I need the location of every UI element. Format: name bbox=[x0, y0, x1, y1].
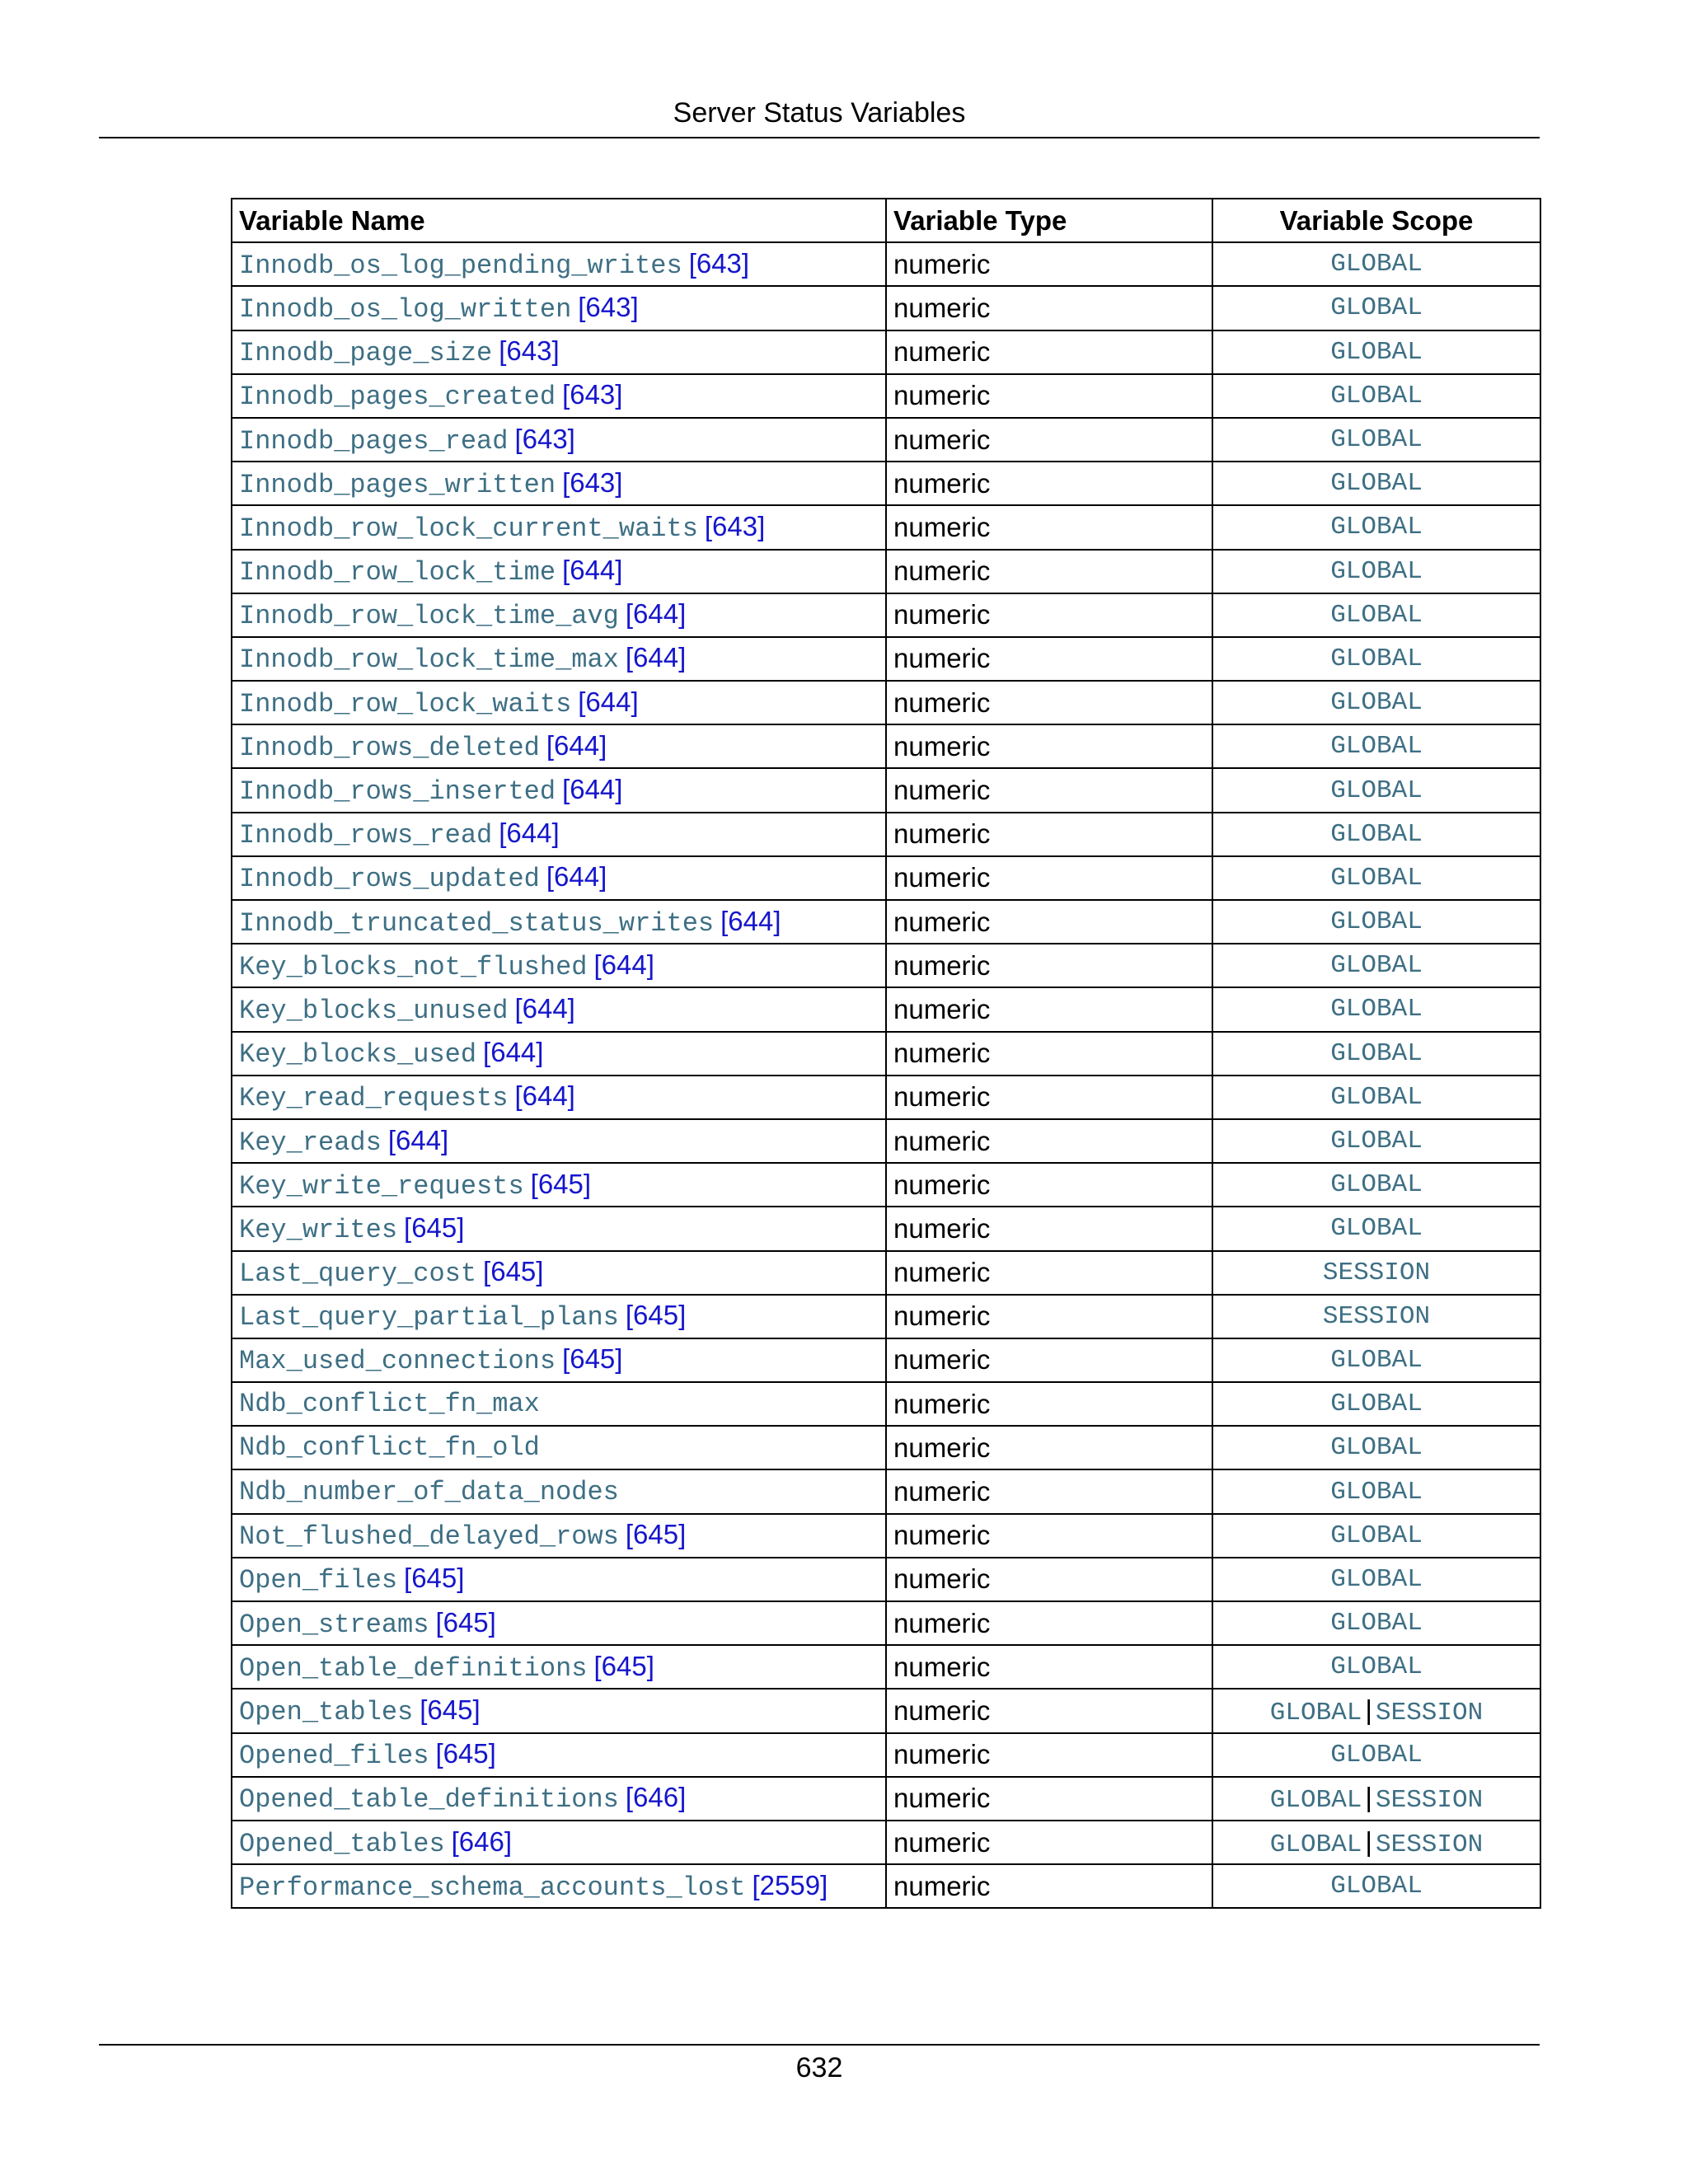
scope-value: GLOBAL bbox=[1330, 1082, 1423, 1112]
page-reference-link[interactable]: [645] bbox=[483, 1256, 544, 1287]
variable-name-link[interactable]: Innodb_pages_read bbox=[239, 425, 509, 457]
variable-name-link[interactable]: Innodb_os_log_written bbox=[239, 293, 572, 325]
scope-value: GLOBAL bbox=[1330, 1214, 1423, 1244]
table-row bbox=[232, 724, 1540, 768]
variable-name-cell bbox=[232, 1558, 886, 1601]
page-reference-link[interactable]: [644] bbox=[499, 818, 560, 849]
variable-name-cell bbox=[232, 1032, 886, 1076]
table-row bbox=[232, 944, 1540, 987]
variable-scope-cell bbox=[1212, 593, 1540, 637]
variable-type-cell: numeric bbox=[886, 1251, 1212, 1295]
scope-separator: | bbox=[1365, 1825, 1372, 1857]
variable-type-cell: numeric bbox=[886, 1338, 1212, 1382]
table-row bbox=[232, 1821, 1540, 1864]
variable-name-cell bbox=[232, 1821, 886, 1864]
variable-type-cell: numeric bbox=[886, 1119, 1212, 1163]
scope-value: GLOBAL bbox=[1330, 1609, 1423, 1638]
variable-name-link[interactable]: Innodb_row_lock_waits bbox=[239, 688, 572, 719]
scope-value: GLOBAL bbox=[1330, 1433, 1423, 1463]
variable-type-cell: numeric bbox=[886, 900, 1212, 944]
page-reference-link[interactable]: [645] bbox=[435, 1738, 496, 1769]
table-row bbox=[232, 330, 1540, 374]
scope-value: GLOBAL bbox=[1330, 1127, 1423, 1156]
variable-name-cell bbox=[232, 1119, 886, 1163]
variable-scope-cell bbox=[1212, 724, 1540, 768]
variable-name-link[interactable]: Opened_files bbox=[239, 1741, 429, 1772]
variable-type-cell: numeric bbox=[886, 768, 1212, 812]
table-row bbox=[232, 1733, 1540, 1777]
scope-value: GLOBAL bbox=[1330, 1521, 1423, 1550]
variable-name-cell bbox=[232, 593, 886, 637]
scope-value: GLOBAL bbox=[1330, 644, 1423, 673]
variable-type-cell: numeric bbox=[886, 550, 1212, 593]
scope-value: GLOBAL bbox=[1330, 250, 1423, 279]
variable-scope-cell bbox=[1212, 1514, 1540, 1558]
variable-type-cell: numeric bbox=[886, 418, 1212, 462]
variable-name-cell bbox=[232, 1601, 886, 1645]
page-reference-link[interactable]: [643] bbox=[578, 291, 639, 322]
variable-scope-cell bbox=[1212, 1733, 1540, 1777]
variable-name-link[interactable]: Innodb_rows_inserted bbox=[239, 776, 556, 808]
scope-value: GLOBAL bbox=[1330, 995, 1423, 1024]
variable-name-cell bbox=[232, 1733, 886, 1777]
page-reference-link[interactable]: [646] bbox=[625, 1782, 687, 1813]
scope-value: SESSION bbox=[1375, 1698, 1484, 1727]
variable-name-cell bbox=[232, 286, 886, 330]
page-reference-link[interactable]: [2559] bbox=[752, 1869, 828, 1900]
table-row bbox=[232, 418, 1540, 462]
table-row bbox=[232, 1514, 1540, 1558]
variable-name-link[interactable]: Opened_tables bbox=[239, 1828, 445, 1859]
variable-scope-cell bbox=[1212, 1338, 1540, 1382]
variable-scope-cell bbox=[1212, 1558, 1540, 1601]
variable-name-cell bbox=[232, 987, 886, 1031]
table-row bbox=[232, 1645, 1540, 1689]
variable-name-cell bbox=[232, 681, 886, 724]
variable-name-cell bbox=[232, 330, 886, 374]
variable-type-cell: numeric bbox=[886, 1032, 1212, 1076]
variable-name-link[interactable]: Ndb_number_of_data_nodes bbox=[239, 1476, 619, 1507]
table-row bbox=[232, 1601, 1540, 1645]
variable-name-link[interactable]: Key_blocks_not_flushed bbox=[239, 951, 588, 982]
variable-name-link[interactable]: Innodb_truncated_status_writes bbox=[239, 907, 715, 939]
table-row bbox=[232, 505, 1540, 549]
variable-name-cell bbox=[232, 1426, 886, 1469]
scope-separator: | bbox=[1365, 1694, 1372, 1725]
scope-value: SESSION bbox=[1322, 1301, 1431, 1331]
variable-scope-cell bbox=[1212, 768, 1540, 812]
page-reference-link[interactable]: [644] bbox=[546, 729, 607, 761]
variable-name-cell bbox=[232, 856, 886, 900]
variable-scope-cell bbox=[1212, 550, 1540, 593]
variable-name-link[interactable]: Innodb_rows_updated bbox=[239, 864, 540, 895]
variable-scope-cell bbox=[1212, 987, 1540, 1031]
variable-name-link[interactable]: Innodb_pages_written bbox=[239, 469, 556, 500]
scope-value: GLOBAL bbox=[1330, 907, 1423, 937]
variable-name-cell bbox=[232, 418, 886, 462]
variable-name-cell bbox=[232, 1514, 886, 1558]
variable-type-cell: numeric bbox=[886, 593, 1212, 637]
page-reference-link[interactable]: [644] bbox=[387, 1124, 449, 1155]
table-row bbox=[232, 1864, 1540, 1908]
scope-value: GLOBAL bbox=[1269, 1830, 1362, 1859]
variable-scope-cell bbox=[1212, 1382, 1540, 1426]
scope-value: GLOBAL bbox=[1330, 513, 1423, 542]
page-reference-link[interactable]: [643] bbox=[499, 335, 560, 367]
variable-type-cell: numeric bbox=[886, 1207, 1212, 1250]
variable-name-cell bbox=[232, 1163, 886, 1207]
page-reference-link[interactable]: [644] bbox=[483, 1037, 544, 1068]
variable-name-link[interactable]: Open_files bbox=[239, 1565, 398, 1596]
variable-scope-cell bbox=[1212, 1645, 1540, 1689]
variable-type-cell: numeric bbox=[886, 1689, 1212, 1732]
variable-name-cell bbox=[232, 462, 886, 505]
variable-name-cell bbox=[232, 900, 886, 944]
variable-name-cell bbox=[232, 505, 886, 549]
variable-type-cell: numeric bbox=[886, 987, 1212, 1031]
scope-value: GLOBAL bbox=[1330, 600, 1423, 630]
variable-name-cell bbox=[232, 242, 886, 286]
variable-type-cell: numeric bbox=[886, 1645, 1212, 1689]
column-header-variable-scope: Variable Scope bbox=[1212, 199, 1540, 242]
variable-scope-cell bbox=[1212, 462, 1540, 505]
page-reference-link[interactable]: [644] bbox=[514, 1080, 575, 1112]
variable-scope-cell bbox=[1212, 1295, 1540, 1338]
variable-scope-cell bbox=[1212, 1119, 1540, 1163]
table-header-row bbox=[232, 199, 1540, 242]
scope-value: GLOBAL bbox=[1330, 469, 1423, 499]
variable-name-link[interactable]: Innodb_os_log_pending_writes bbox=[239, 250, 682, 281]
page-reference-link[interactable]: [645] bbox=[562, 1343, 623, 1375]
table-row bbox=[232, 637, 1540, 681]
page-reference-link[interactable]: [644] bbox=[578, 686, 639, 717]
variable-scope-cell bbox=[1212, 1821, 1540, 1864]
variable-name-link[interactable]: Innodb_page_size bbox=[239, 338, 493, 369]
variable-type-cell: numeric bbox=[886, 681, 1212, 724]
page-reference-link[interactable]: [645] bbox=[593, 1650, 654, 1681]
variable-name-link[interactable]: Open_table_definitions bbox=[239, 1652, 588, 1684]
variable-name-link[interactable]: Innodb_pages_created bbox=[239, 382, 556, 413]
variable-name-cell bbox=[232, 550, 886, 593]
variable-type-cell: numeric bbox=[886, 724, 1212, 768]
scope-value: GLOBAL bbox=[1330, 1170, 1423, 1200]
variable-type-cell: numeric bbox=[886, 1163, 1212, 1207]
scope-value: SESSION bbox=[1375, 1786, 1484, 1816]
page-reference-link[interactable]: [644] bbox=[562, 774, 623, 805]
variable-scope-cell bbox=[1212, 1076, 1540, 1119]
table-row bbox=[232, 1076, 1540, 1119]
variable-type-cell: numeric bbox=[886, 813, 1212, 856]
scope-value: GLOBAL bbox=[1330, 1038, 1423, 1068]
status-variables-table bbox=[231, 198, 1541, 1909]
variable-type-cell: numeric bbox=[886, 374, 1212, 418]
scope-value: GLOBAL bbox=[1269, 1698, 1362, 1727]
variable-type-cell: numeric bbox=[886, 1777, 1212, 1821]
variable-name-cell bbox=[232, 1864, 886, 1908]
variable-scope-cell bbox=[1212, 944, 1540, 987]
variable-name-link[interactable]: Not_flushed_delayed_rows bbox=[239, 1521, 619, 1553]
variable-name-link[interactable]: Key_writes bbox=[239, 1214, 398, 1245]
table-row bbox=[232, 1338, 1540, 1382]
variable-type-cell: numeric bbox=[886, 1426, 1212, 1469]
variable-name-link[interactable]: Key_write_requests bbox=[239, 1170, 524, 1202]
variable-scope-cell bbox=[1212, 1207, 1540, 1250]
page-reference-link[interactable]: [643] bbox=[514, 423, 575, 454]
variable-name-cell bbox=[232, 724, 886, 768]
variable-name-link[interactable]: Open_tables bbox=[239, 1696, 414, 1727]
page-reference-link[interactable]: [644] bbox=[720, 905, 781, 936]
variable-name-link[interactable]: Innodb_rows_read bbox=[239, 820, 493, 851]
scope-value: SESSION bbox=[1375, 1830, 1484, 1859]
column-header-variable-type: Variable Type bbox=[886, 199, 1212, 242]
column-header-variable-name: Variable Name bbox=[232, 199, 886, 242]
variable-name-link[interactable]: Key_blocks_unused bbox=[239, 995, 509, 1026]
table-row bbox=[232, 1032, 1540, 1076]
scope-value: GLOBAL bbox=[1330, 293, 1423, 323]
table-row bbox=[232, 550, 1540, 593]
variable-scope-cell bbox=[1212, 374, 1540, 418]
page-reference-link[interactable]: [644] bbox=[593, 949, 654, 980]
variable-scope-cell bbox=[1212, 1251, 1540, 1295]
variable-scope-cell bbox=[1212, 1426, 1540, 1469]
variable-name-cell bbox=[232, 768, 886, 812]
table-row bbox=[232, 1382, 1540, 1426]
page-reference-link[interactable]: [643] bbox=[562, 466, 623, 498]
variable-type-cell: numeric bbox=[886, 1821, 1212, 1864]
variable-scope-cell bbox=[1212, 330, 1540, 374]
table-row bbox=[232, 1295, 1540, 1338]
variable-type-cell: numeric bbox=[886, 286, 1212, 330]
variable-name-cell bbox=[232, 1382, 886, 1426]
variable-type-cell: numeric bbox=[886, 1382, 1212, 1426]
page-reference-link[interactable]: [644] bbox=[625, 642, 687, 673]
variable-scope-cell bbox=[1212, 1163, 1540, 1207]
page-reference-link[interactable]: [645] bbox=[530, 1168, 592, 1199]
variable-type-cell: numeric bbox=[886, 505, 1212, 549]
variable-scope-cell bbox=[1212, 286, 1540, 330]
page-reference-link[interactable]: [645] bbox=[625, 1300, 687, 1331]
variable-name-link[interactable]: Ndb_conflict_fn_old bbox=[239, 1432, 540, 1464]
variable-name-cell bbox=[232, 1076, 886, 1119]
variable-scope-cell bbox=[1212, 1777, 1540, 1821]
variable-type-cell: numeric bbox=[886, 1601, 1212, 1645]
variable-name-link[interactable]: Innodb_row_lock_time_max bbox=[239, 644, 619, 676]
variable-scope-cell bbox=[1212, 1469, 1540, 1513]
variable-scope-cell bbox=[1212, 505, 1540, 549]
page-reference-link[interactable]: [645] bbox=[435, 1606, 496, 1638]
scope-value: GLOBAL bbox=[1330, 1390, 1423, 1419]
variable-name-cell bbox=[232, 374, 886, 418]
variable-name-cell bbox=[232, 1777, 886, 1821]
table-row bbox=[232, 1558, 1540, 1601]
variable-scope-cell bbox=[1212, 1689, 1540, 1732]
variable-scope-cell bbox=[1212, 1601, 1540, 1645]
variable-type-cell: numeric bbox=[886, 1733, 1212, 1777]
table-row bbox=[232, 374, 1540, 418]
table-row bbox=[232, 1119, 1540, 1163]
variable-scope-cell bbox=[1212, 637, 1540, 681]
variable-type-cell: numeric bbox=[886, 1864, 1212, 1908]
scope-value: GLOBAL bbox=[1330, 951, 1423, 981]
scope-value: GLOBAL bbox=[1330, 1872, 1423, 1901]
scope-value: GLOBAL bbox=[1330, 688, 1423, 718]
variable-name-link[interactable]: Ndb_conflict_fn_max bbox=[239, 1389, 540, 1420]
variable-name-cell bbox=[232, 1689, 886, 1732]
table-row bbox=[232, 1469, 1540, 1513]
variable-type-cell: numeric bbox=[886, 944, 1212, 987]
variable-scope-cell bbox=[1212, 242, 1540, 286]
table-row bbox=[232, 987, 1540, 1031]
page-reference-link[interactable]: [643] bbox=[562, 379, 623, 410]
variable-name-link[interactable]: Performance_schema_accounts_lost bbox=[239, 1872, 746, 1903]
footer-divider bbox=[99, 2044, 1540, 2046]
table-row bbox=[232, 813, 1540, 856]
scope-value: SESSION bbox=[1322, 1258, 1431, 1287]
variable-type-cell: numeric bbox=[886, 637, 1212, 681]
variable-name-cell bbox=[232, 1469, 886, 1513]
scope-value: GLOBAL bbox=[1330, 1345, 1423, 1375]
variable-name-link[interactable]: Key_read_requests bbox=[239, 1083, 509, 1114]
page-reference-link[interactable]: [645] bbox=[420, 1694, 481, 1725]
variable-name-cell bbox=[232, 1251, 886, 1295]
variable-name-cell bbox=[232, 813, 886, 856]
variable-name-cell bbox=[232, 1295, 886, 1338]
scope-value: GLOBAL bbox=[1330, 1740, 1423, 1769]
scope-value: GLOBAL bbox=[1330, 863, 1423, 893]
table-row bbox=[232, 1163, 1540, 1207]
variable-name-cell bbox=[232, 1207, 886, 1250]
scope-value: GLOBAL bbox=[1269, 1786, 1362, 1816]
table-row bbox=[232, 856, 1540, 900]
table-row bbox=[232, 1251, 1540, 1295]
table-row bbox=[232, 768, 1540, 812]
table-row bbox=[232, 900, 1540, 944]
variable-type-cell: numeric bbox=[886, 1558, 1212, 1601]
scope-separator: | bbox=[1365, 1782, 1372, 1813]
variable-scope-cell bbox=[1212, 1032, 1540, 1076]
table-row bbox=[232, 1689, 1540, 1732]
scope-value: GLOBAL bbox=[1330, 1652, 1423, 1682]
scope-value: GLOBAL bbox=[1330, 819, 1423, 849]
page-reference-link[interactable]: [644] bbox=[514, 992, 575, 1024]
variable-name-link[interactable]: Innodb_row_lock_current_waits bbox=[239, 513, 698, 544]
variable-name-cell bbox=[232, 1338, 886, 1382]
variable-type-cell: numeric bbox=[886, 1076, 1212, 1119]
variable-name-cell bbox=[232, 944, 886, 987]
variable-type-cell: numeric bbox=[886, 330, 1212, 374]
variable-name-link[interactable]: Open_streams bbox=[239, 1609, 429, 1640]
scope-value: GLOBAL bbox=[1330, 556, 1423, 586]
variable-name-link[interactable]: Innodb_row_lock_time bbox=[239, 557, 556, 588]
variable-type-cell: numeric bbox=[886, 462, 1212, 505]
variable-name-link[interactable]: Last_query_cost bbox=[239, 1258, 477, 1290]
scope-value: GLOBAL bbox=[1330, 732, 1423, 762]
scope-value: GLOBAL bbox=[1330, 1564, 1423, 1594]
variable-scope-cell bbox=[1212, 681, 1540, 724]
variable-scope-cell bbox=[1212, 418, 1540, 462]
page-reference-link[interactable]: [645] bbox=[625, 1519, 687, 1550]
scope-value: GLOBAL bbox=[1330, 776, 1423, 805]
page-header-title: Server Status Variables bbox=[673, 97, 966, 129]
table-row bbox=[232, 1426, 1540, 1469]
variable-type-cell: numeric bbox=[886, 1469, 1212, 1513]
variable-name-link[interactable]: Innodb_rows_deleted bbox=[239, 732, 540, 763]
scope-value: GLOBAL bbox=[1330, 1477, 1423, 1507]
header-divider bbox=[99, 137, 1540, 138]
page-reference-link[interactable]: [643] bbox=[688, 247, 750, 279]
variable-name-link[interactable]: Key_reads bbox=[239, 1127, 382, 1158]
page-reference-link[interactable]: [645] bbox=[404, 1563, 465, 1594]
table-row bbox=[232, 681, 1540, 724]
variable-name-cell bbox=[232, 637, 886, 681]
scope-value: GLOBAL bbox=[1330, 337, 1423, 367]
variable-name-link[interactable]: Max_used_connections bbox=[239, 1346, 556, 1377]
table-row bbox=[232, 242, 1540, 286]
page-reference-link[interactable]: [644] bbox=[546, 861, 607, 893]
table-row bbox=[232, 1777, 1540, 1821]
table-body bbox=[232, 242, 1540, 1908]
variable-name-link[interactable]: Opened_table_definitions bbox=[239, 1784, 619, 1816]
page-reference-link[interactable]: [644] bbox=[625, 598, 687, 630]
variable-name-link[interactable]: Key_blocks_used bbox=[239, 1039, 477, 1071]
variable-type-cell: numeric bbox=[886, 1514, 1212, 1558]
variable-scope-cell bbox=[1212, 856, 1540, 900]
table-row bbox=[232, 286, 1540, 330]
variable-scope-cell bbox=[1212, 900, 1540, 944]
variable-type-cell: numeric bbox=[886, 242, 1212, 286]
variable-type-cell: numeric bbox=[886, 856, 1212, 900]
table-row bbox=[232, 1207, 1540, 1250]
page-reference-link[interactable]: [645] bbox=[404, 1212, 465, 1243]
table-row bbox=[232, 593, 1540, 637]
scope-value: GLOBAL bbox=[1330, 381, 1423, 410]
page-reference-link[interactable]: [643] bbox=[704, 510, 766, 541]
variable-type-cell: numeric bbox=[886, 1295, 1212, 1338]
variable-name-link[interactable]: Innodb_row_lock_time_avg bbox=[239, 601, 619, 632]
scope-value: GLOBAL bbox=[1330, 425, 1423, 455]
variable-name-cell bbox=[232, 1645, 886, 1689]
page-reference-link[interactable]: [646] bbox=[451, 1825, 513, 1857]
page-number: 632 bbox=[795, 2052, 843, 2083]
variable-scope-cell bbox=[1212, 813, 1540, 856]
variable-name-link[interactable]: Last_query_partial_plans bbox=[239, 1302, 619, 1333]
variable-scope-cell bbox=[1212, 1864, 1540, 1908]
table-row bbox=[232, 462, 1540, 505]
page-reference-link[interactable]: [644] bbox=[562, 555, 623, 586]
